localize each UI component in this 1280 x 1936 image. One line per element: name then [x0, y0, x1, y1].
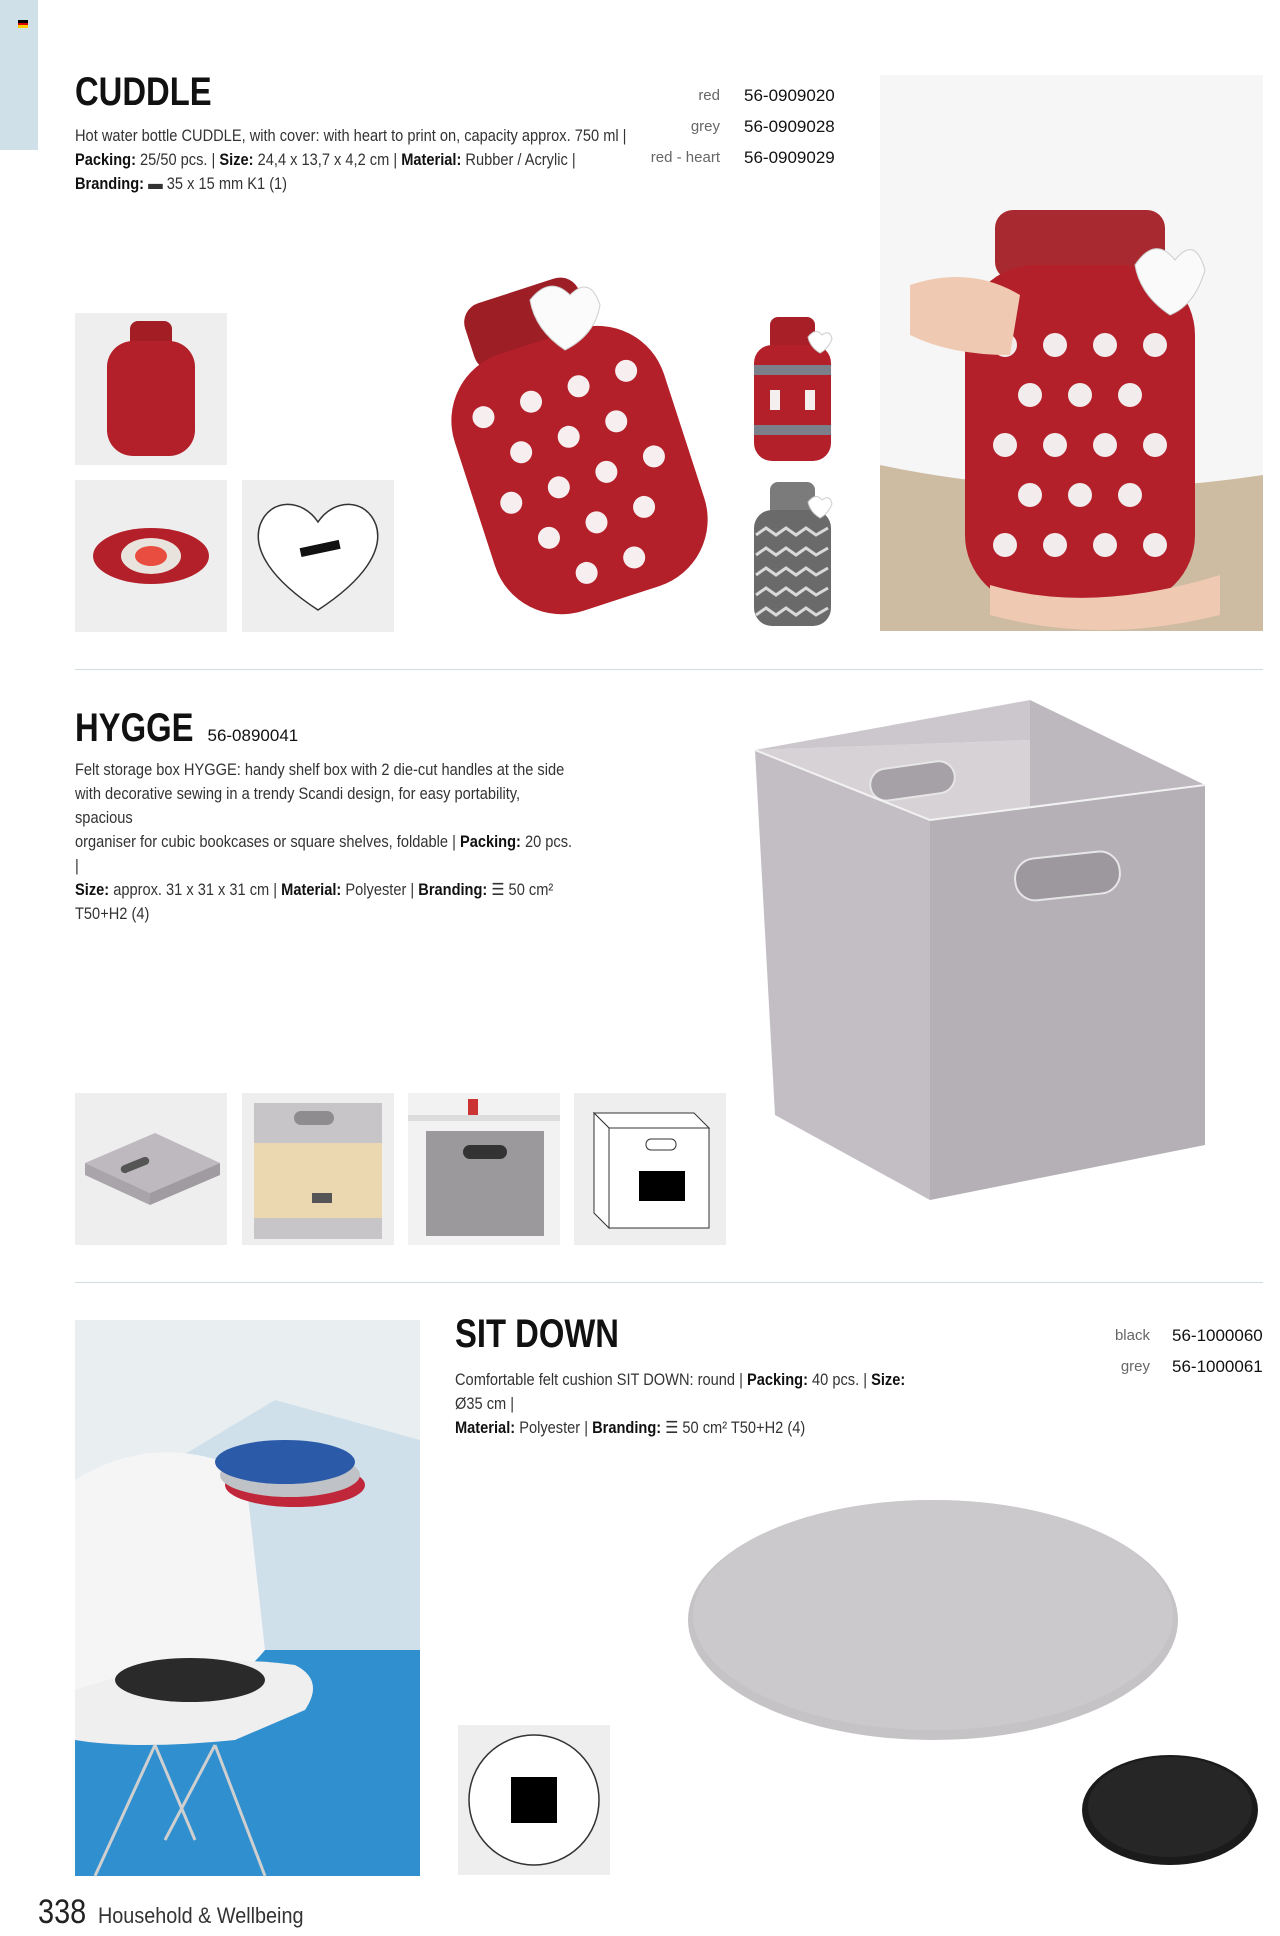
packing-value: 20 pcs. [524, 832, 573, 851]
variant-color: red [698, 87, 720, 104]
cuddle-thumb-print-area[interactable] [242, 480, 394, 632]
branding-label: Branding: [592, 1418, 662, 1437]
screen-print-icon: ☰ [491, 880, 505, 899]
cuddle-title: CUDDLE [75, 70, 212, 114]
packing-value: 40 pcs. [812, 1370, 860, 1389]
packing-label: Packing: [746, 1370, 808, 1389]
hygge-desc-line3: organiser for cubic bookcases or square shelves, foldable | Packing: 20 pcs. | [75, 832, 573, 875]
sitdown-desc-line1-text: Comfortable felt cushion SIT DOWN: round | [455, 1370, 743, 1389]
hygge-main-product-image [745, 695, 1225, 1205]
material-value: Polyester [519, 1418, 581, 1437]
variant-row [640, 80, 835, 111]
size-label: Size: [219, 150, 254, 169]
packing-label: Packing: [75, 150, 136, 169]
hygge-desc-line2: with decorative sewing in a trendy Scandi design, for easy portability, spacious [75, 784, 521, 827]
sitdown-variants [1060, 1320, 1263, 1382]
cuddle-variant-reindeer-image [750, 315, 835, 465]
hygge-desc-line4: Size: approx. 31 x 31 x 31 cm | Material: Polyester | Branding: ☰ 50 cm² T50+H2 (4) [75, 880, 554, 923]
hygge-code: 56-0890041 [207, 726, 299, 745]
size-value: approx. 31 x 31 x 31 cm [113, 880, 270, 899]
branding-value: 50 cm² T50+H2 (4) [682, 1418, 806, 1437]
cuddle-thumb-plain-red[interactable] [75, 313, 227, 465]
sitdown-desc-line2: Material: Polyester | Branding: ☰ 50 cm² T50+H2 (4) [455, 1418, 806, 1437]
hygge-description [75, 758, 574, 926]
hygge-thumb-folded[interactable] [75, 1093, 227, 1245]
variant-code: 56-1000060 [1172, 1325, 1263, 1345]
cuddle-description [75, 124, 660, 196]
sitdown-description [455, 1368, 937, 1440]
sitdown-thumb-print-area[interactable] [458, 1725, 610, 1875]
branding-value: 35 x 15 mm K1 (1) [166, 174, 288, 193]
size-label: Size: [75, 880, 110, 899]
hygge-thumb-packaging[interactable] [242, 1093, 394, 1245]
variant-color: black [1114, 1327, 1150, 1344]
cuddle-variant-grey-image [750, 480, 835, 630]
page-number: 338 [38, 1893, 87, 1931]
sitdown-main-product-image [685, 1495, 1265, 1880]
hygge-header [75, 706, 298, 751]
branding-label: Branding: [75, 174, 145, 193]
packing-value: 25/50 pcs. [140, 150, 208, 169]
size-value: 24,4 x 13,7 x 4,2 cm [257, 150, 390, 169]
variant-color: grey [1120, 1358, 1150, 1375]
hygge-desc-line3-text: organiser for cubic bookcases or square shelves, foldable | [75, 832, 456, 851]
size-label: Size: [871, 1370, 906, 1389]
hygge-desc-line1: Felt storage box HYGGE: handy shelf box with 2 die-cut handles at the side [75, 760, 565, 779]
cuddle-desc-line3 [75, 172, 660, 196]
material-label: Material: [281, 880, 342, 899]
variant-code: 56-0909029 [744, 147, 835, 167]
german-flag-icon [18, 20, 28, 28]
section-divider [75, 1282, 1263, 1283]
variant-row [1060, 1351, 1263, 1382]
variant-code: 56-0909020 [744, 85, 835, 105]
material-label: Material: [401, 150, 462, 169]
variant-color: grey [690, 118, 720, 135]
packing-label: Packing: [459, 832, 521, 851]
cuddle-desc-line2: Packing: 25/50 pcs. | Size: 24,4 x 13,7 x 4,2 cm | Material: Rubber / Acrylic | [75, 150, 576, 169]
screen-print-icon: ☰ [665, 1418, 679, 1437]
variant-code: 56-0909028 [744, 116, 835, 136]
variant-row [640, 142, 835, 173]
material-value: Polyester [345, 880, 407, 899]
hygge-thumb-print-area[interactable] [574, 1093, 726, 1245]
variant-code: 56-1000061 [1172, 1356, 1263, 1376]
pad-print-icon: ▬ [148, 174, 163, 193]
branding-label: Branding: [418, 880, 488, 899]
branding-value: 50 cm² T50+H2 (4) [75, 880, 554, 923]
cuddle-desc-line1: Hot water bottle CUDDLE, with cover: with heart to print on, capacity approx. 750 ml | [75, 126, 627, 145]
hygge-thumb-in-shelf[interactable] [408, 1093, 560, 1245]
cuddle-lifestyle-photo [880, 75, 1263, 631]
sitdown-title: SIT DOWN [455, 1312, 619, 1356]
variant-row [640, 111, 835, 142]
sitdown-desc-line1: Comfortable felt cushion SIT DOWN: round | Packing: 40 pcs. | Size: Ø35 cm | [455, 1370, 906, 1413]
material-value: Rubber / Acrylic [465, 150, 568, 169]
size-value: Ø35 cm [455, 1394, 507, 1413]
cuddle-thumb-top-view[interactable] [75, 480, 227, 632]
sitdown-lifestyle-photo [75, 1320, 420, 1876]
section-divider [75, 669, 1263, 670]
cuddle-variants [640, 80, 835, 173]
hygge-title: HYGGE [75, 706, 194, 750]
cuddle-main-product-image [420, 260, 730, 620]
material-label: Material: [455, 1418, 516, 1437]
variant-row [1060, 1320, 1263, 1351]
section-name: Household & Wellbeing [98, 1903, 304, 1928]
variant-color: red - heart [650, 149, 720, 166]
